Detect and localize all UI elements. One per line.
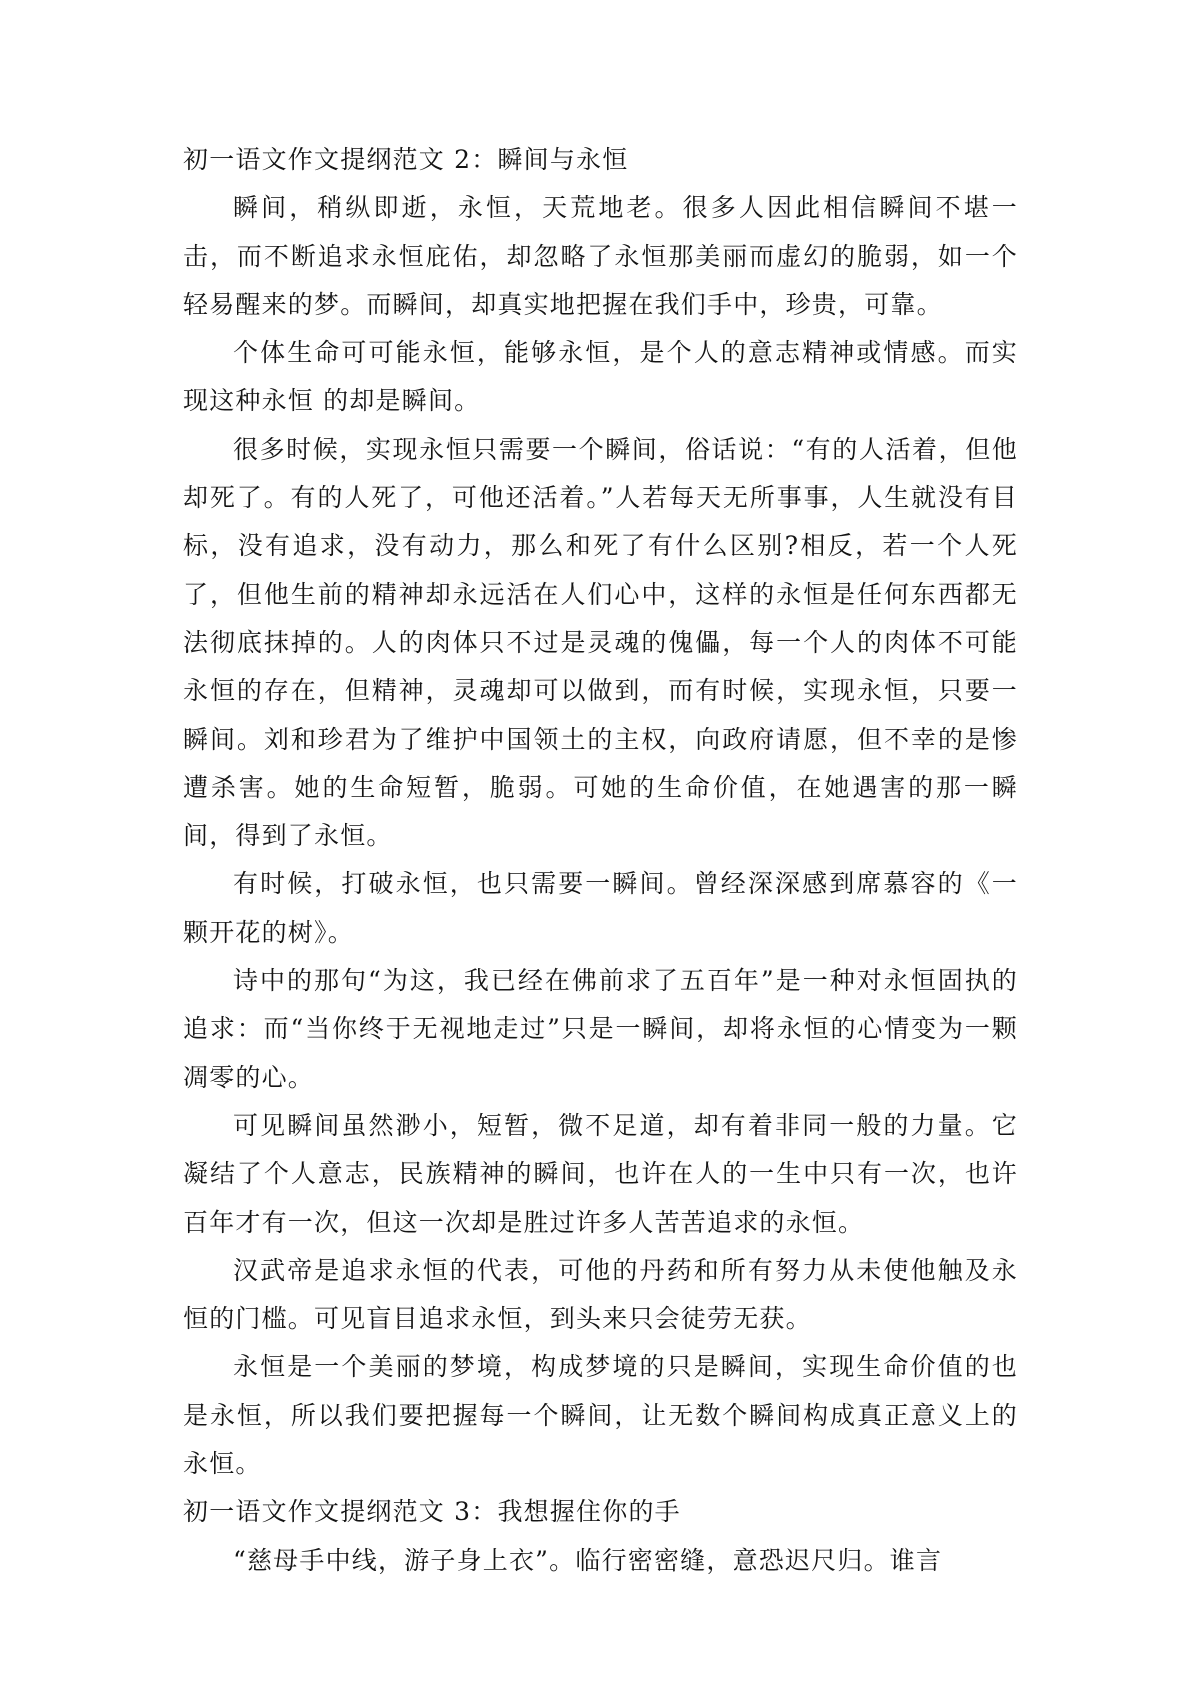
section-heading-essay-2: 初一语文作文提纲范文 2：瞬间与永恒 (183, 145, 629, 174)
paragraph: 永恒是一个美丽的梦境，构成梦境的只是瞬间，实现生命价值的也是永恒，所以我们要把握每一个瞬间，让无数个瞬间构成真正意义上的永恒。 (183, 1352, 1018, 1479)
paragraph: 诗中的那句“为这，我已经在佛前求了五百年”是一种对永恒固执的追求：而“当你终于无视地走过”只是一瞬间，却将永恒的心情变为一颗凋零的心。 (183, 966, 1018, 1092)
paragraph: 个体生命可可能永恒，能够永恒，是个人的意志精神或情感。而实现这种永恒 的却是瞬间。 (183, 338, 1018, 416)
paragraph: “慈母手中线，游子身上衣”。临行密密缝，意恐迟尺归。谁言 (233, 1545, 943, 1575)
paragraph: 汉武帝是追求永恒的代表，可他的丹药和所有努力从未使他触及永恒的门槛。可见盲目追求永恒，到头来只会徒劳无获。 (183, 1255, 1018, 1334)
paragraph: 可见瞬间虽然渺小，短暂，微不足道，却有着非同一般的力量。它凝结了个人意志，民族精神的瞬间，也许在人的一生中只有一次，也许百年才有一次，但这一次却是胜过许多人苦苦追求的永恒。 (183, 1110, 1018, 1237)
paragraph: 有时候，打破永恒，也只需要一瞬间。曾经深深感到席慕容的《一颗开花的树》。 (183, 869, 1018, 947)
section-heading-essay-3: 初一语文作文提纲范文 3：我想握住你的手 (183, 1497, 681, 1527)
paragraph: 很多时候，实现永恒只需要一个瞬间，俗话说：“有的人活着，但他却死了。有的人死了，可他还活着。”人若每天无所事事，人生就没有目标，没有追求，没有动力，那么和死了有什么区别?相反，若一个人死了，但他生前的精神却永远活在人们心中，这样的永恒是任何东西都无法彻底抹掉的。人的肉体只不过是灵魂的傀儡，每一个人的肉体不可能永恒的存在，但精神，灵魂却可以做到，而有时候，实现永恒，只要一瞬间。刘和珍君为了维护中国领土的主权，向政府请愿，但不幸的是惨遭杀害。她的生命短暂，脆弱。可她的生命价值，在她遇害的那一瞬间，得到了永恒。 (183, 434, 1018, 851)
paragraph: 瞬间，稍纵即逝，永恒，天荒地老。很多人因此相信瞬间不堪一击，而不断追求永恒庇佑，却忽略了永恒那美丽而虚幻的脆弱，如一个轻易醒来的梦。而瞬间，却真实地把握在我们手中，珍贵，可靠。 (183, 193, 1018, 319)
document-body (183, 136, 1018, 1585)
